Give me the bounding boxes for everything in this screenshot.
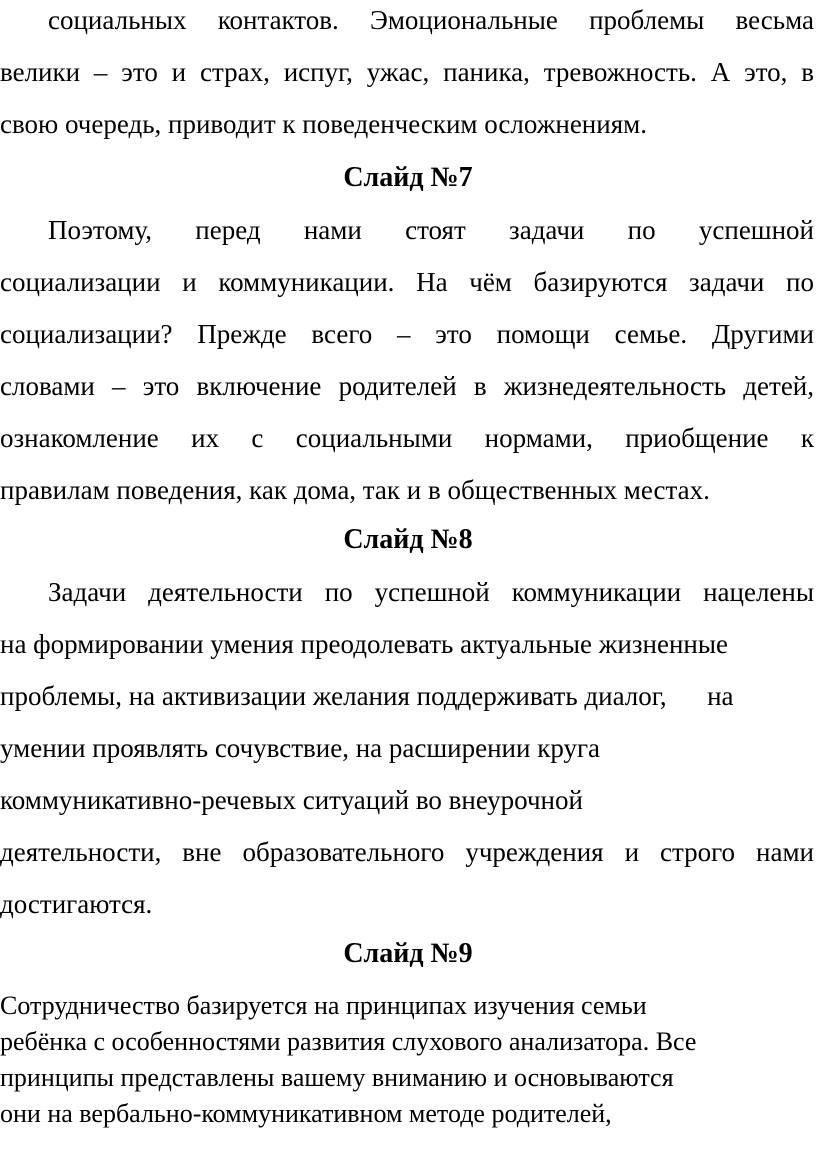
paragraph-line: достигаются.	[0, 889, 153, 919]
paragraph-line: ребёнка с особенностями развития слухового анализатора. Все	[0, 1027, 697, 1056]
paragraph-line: на формировании умения преодолевать актуальные жизненные	[0, 629, 728, 659]
paragraph-line: Сотрудничество базируется на принципах изучения семьи	[0, 991, 647, 1020]
paragraph-line: свою очередь, приводит к поведенческим осложнениям.	[0, 109, 647, 139]
paragraph-line: Поэтому, перед нами стоят задачи по успешной	[48, 215, 814, 245]
paragraph-line: велики – это и страх, испуг, ужас, паника, тревожность. А это, в	[0, 57, 814, 87]
paragraph-line: они на вербально-коммуникативном методе родителей,	[0, 1099, 612, 1128]
paragraph-line: социализации? Прежде всего – это помощи семье. Другими	[0, 319, 814, 349]
slide-heading: Слайд №9	[343, 938, 473, 969]
paragraph-line: принципы представлены вашему вниманию и основываются	[0, 1063, 674, 1092]
paragraph-line: проблемы, на активизации желания поддерживать диалог, на	[0, 681, 734, 711]
paragraph-line: социализации и коммуникации. На чём базируются задачи по	[0, 267, 814, 297]
paragraph-line: словами – это включение родителей в жизнедеятельность детей,	[0, 371, 814, 401]
paragraph-line: социальных контактов. Эмоциональные проблемы весьма	[48, 5, 814, 35]
slide-heading: Слайд №8	[343, 524, 473, 555]
paragraph-line: правилам поведения, как дома, так и в общественных местах.	[0, 475, 710, 505]
paragraph-line: деятельности, вне образовательного учреждения и строго нами	[0, 837, 814, 867]
paragraph-line: коммуникативно-речевых ситуаций во внеурочной	[0, 785, 583, 815]
slide-heading: Слайд №7	[343, 162, 473, 193]
paragraph-line: ознакомление их с социальными нормами, приобщение к	[0, 423, 814, 453]
paragraph-line: Задачи деятельности по успешной коммуникации нацелены	[48, 577, 814, 607]
paragraph-line: умении проявлять сочувствие, на расширении круга	[0, 733, 601, 763]
